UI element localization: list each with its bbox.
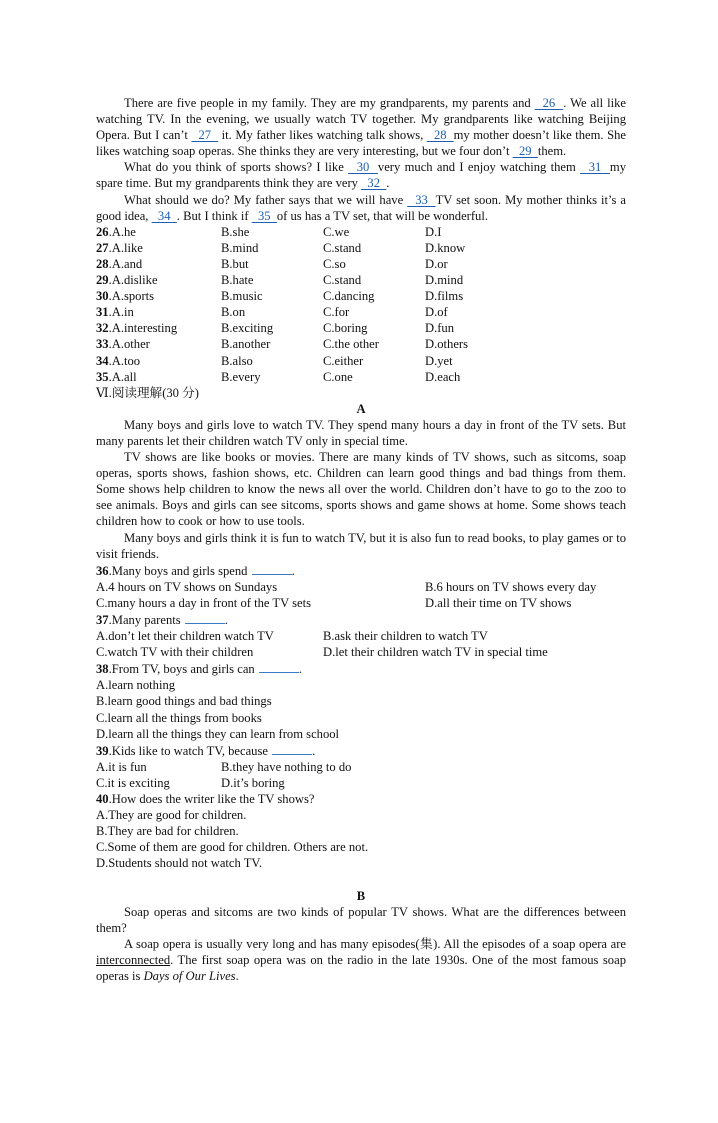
option-a [96,336,221,352]
passage-a-paragraph-3: Many boys and girls think it is fun to watch TV, but it is also fun to read books, to play games or to visit friends. [96,530,626,561]
option-b: B.exciting [221,321,274,336]
question-39-options-row-2 [96,775,626,791]
option-c: C.the other [323,337,379,352]
answer-blank [185,611,225,624]
option-d: D.I [425,224,442,239]
text: . The first soap opera was on the radio in the late 1930s. One of the most famous soap operas is [96,952,626,983]
question-number: 33 [96,337,109,352]
question-number: 30 [96,289,109,304]
option-row-29 [96,272,626,288]
option-c: C.we [323,224,350,239]
option-a-text: .A.and [108,256,143,271]
question-end: . [224,613,228,627]
option-a-text: .A.in [108,305,134,320]
text: my mother doesn’t like them. She likes watching soap operas. She thinks they are very interesting, but we four don’t [96,128,626,159]
option-a: A.don’t let their children watch TV [96,629,274,644]
option-a-text: .A.like [108,240,143,255]
question-number: 31 [96,305,109,320]
text: . We all like watching TV. In the evening, we usually watch TV together. My grandparents like watching Beijing Opera. But I can’t [96,96,627,143]
show-title: Days of Our Lives [143,968,236,983]
question-36-stem [96,562,626,579]
question-38-option-c: C.learn all the things from books [96,710,262,725]
underlined-word: interconnected [96,952,171,967]
cloze-paragraph-2 [96,159,626,191]
option-d: D.let their children watch TV in special time [323,645,548,660]
question-number: 40 [96,792,109,807]
question-37-options-row-1 [96,628,626,644]
blank-33: 33 [407,192,436,207]
option-b: B.ask their children to watch TV [323,629,488,644]
option-b: B.but [221,256,249,271]
section-heading: Ⅵ.阅读理解(30 分) [96,385,199,400]
option-c: C.it is exciting [96,775,170,790]
blank-28: 28 [426,128,454,143]
question-number: 38 [96,662,109,677]
option-a [96,304,221,320]
option-a [96,240,221,256]
passage-a-paragraph-1: Many boys and girls love to watch TV. They spend many hours a day in front of the TV sets. But many parents let their children watch TV only in special time. [96,417,626,448]
option-a-text: .A.all [108,369,137,384]
text: . But I think if [176,208,252,223]
option-row-34 [96,353,626,369]
option-d: D.know [425,240,466,255]
question-text: .Many parents [108,613,184,627]
text: them. [537,144,567,159]
blank-35: 35 [251,208,277,223]
text: . [235,968,239,983]
question-number: 37 [96,613,109,627]
option-row-31 [96,304,626,320]
question-number: 34 [96,353,109,368]
answer-blank [272,742,312,755]
option-b: B.6 hours on TV shows every day [425,579,597,594]
blank-26: 26 [534,96,564,110]
option-a [96,272,221,288]
option-b: B.music [221,289,263,304]
option-b: B.another [221,337,271,352]
option-a-text: .A.too [108,353,141,368]
option-c: C.stand [323,240,362,255]
option-d: D.mind [425,273,464,288]
option-row-27 [96,240,626,256]
option-c: C.stand [323,273,362,288]
question-text: .From TV, boys and girls can [108,662,258,677]
option-d: D.films [425,289,464,304]
question-38-option-d: D.learn all the things they can learn from school [96,726,340,741]
option-row-35 [96,369,626,385]
question-text: .How does the writer like the TV shows? [108,792,315,807]
question-text: .Kids like to watch TV, because [108,743,272,758]
passage-b-paragraph-2 [96,936,626,984]
text: What should we do? My father says that we will have [124,192,408,207]
text: There are five people in my family. They are my grandparents, my parents and [124,96,535,110]
answer-blank [259,660,299,673]
question-36-options-row-1 [96,579,626,595]
cloze-paragraph-3 [96,192,626,224]
text: it. My father likes watching talk shows, [218,128,427,143]
option-a [96,256,221,272]
question-40-option-b: B.They are bad for children. [96,824,239,839]
option-c: C.for [323,305,350,320]
question-38-option-a: A.learn nothing [96,678,176,693]
option-row-33 [96,336,626,352]
passage-b-label: B [356,888,366,903]
cloze-options [96,224,626,385]
option-c: C.so [323,256,346,271]
option-d: D.others [425,337,469,352]
question-37-options-row-2 [96,644,626,660]
option-a-text: .A.he [108,224,136,239]
option-a-text: .A.other [108,337,150,352]
option-a: A.4 hours on TV shows on Sundays [96,579,278,594]
blank-27: 27 [191,128,219,143]
text: of us has a TV set, that will be wonderful. [276,208,489,223]
option-d: D.all their time on TV shows [425,595,572,610]
text: . [386,176,390,191]
option-c: C.either [323,353,364,368]
option-a [96,353,221,369]
blank-34: 34 [151,208,177,223]
text: my spare time. But my grandparents think they are very [96,160,627,191]
question-40-option-d: D.Students should not watch TV. [96,856,263,871]
option-b: B.mind [221,240,259,255]
blank-30: 30 [348,160,378,175]
blank-29: 29 [512,144,538,159]
question-number: 35 [96,369,109,384]
question-37-stem [96,611,626,628]
question-40-option-a: A.They are good for children. [96,808,247,823]
option-b: B.on [221,305,246,320]
option-row-26 [96,224,626,240]
option-d: D.yet [425,353,453,368]
option-a-text: .A.interesting [108,321,178,336]
option-d: D.it’s boring [221,775,285,790]
option-b: B.every [221,369,261,384]
option-b: B.also [221,353,253,368]
option-a-text: .A.sports [108,289,155,304]
question-number: 36 [96,563,109,578]
question-number: 28 [96,256,109,271]
question-end: . [298,662,303,677]
text: What do you think of sports shows? I like [124,160,349,175]
option-b: B.hate [221,273,254,288]
text: A soap opera is usually very long and has many episodes(集). All the episodes of a soap opera are [124,936,626,951]
text: TV set soon. My mother thinks it’s a good idea, [96,192,627,223]
question-end: . [291,563,295,578]
option-c: C.one [323,369,353,384]
option-a [96,320,221,336]
question-40-option-c: C.Some of them are good for children. Others are not. [96,840,369,855]
question-38-option-b: B.learn good things and bad things [96,694,272,709]
question-end: . [312,743,316,758]
option-b: B.she [221,224,250,239]
option-d: D.fun [425,321,455,336]
passage-b-paragraph-1: Soap operas and sitcoms are two kinds of popular TV shows. What are the differences between them? [96,904,626,935]
text: very much and I enjoy watching them [377,160,581,175]
option-row-28 [96,256,626,272]
blank-31: 31 [580,160,610,175]
question-number: 32 [96,321,109,336]
question-number: 26 [96,224,109,239]
answer-blank [252,562,292,575]
passage-a-paragraph-2: TV shows are like books or movies. There are many kinds of TV shows, such as sitcoms, soap operas, sports shows, fashion shows, etc. Children can learn good things and bad things from them. Some shows help children to know the news all over the world. Children don’t have to go to the zoo to see animals. Boys and girls can see sitcoms, sports shows and game shows at home. Some shows teach children how to cook or how to use tools. [96,450,626,529]
option-row-30 [96,288,626,304]
question-38-stem [96,660,626,677]
option-row-32 [96,320,626,336]
worksheet-page [96,95,626,984]
spacer [96,872,626,888]
question-number: 39 [96,743,109,758]
question-number: 27 [96,240,109,255]
question-text: .Many boys and girls spend [108,563,251,578]
question-number: 29 [96,273,109,288]
option-d: D.each [425,369,461,384]
blank-32: 32 [361,176,387,191]
option-a-text: .A.dislike [108,273,158,288]
option-a: A.it is fun [96,759,147,774]
option-a [96,369,221,385]
option-d: D.or [425,256,448,271]
question-40-stem [96,791,626,807]
option-d: D.of [425,305,448,320]
passage-a-label: A [356,401,366,416]
question-39-stem [96,742,626,759]
cloze-paragraph-1 [96,95,626,159]
option-c: C.dancing [323,289,375,304]
option-c: C.many hours a day in front of the TV sets [96,595,311,610]
option-b: B.they have nothing to do [221,759,352,774]
option-a [96,224,221,240]
question-39-options-row-1 [96,759,626,775]
option-c: C.watch TV with their children [96,645,254,660]
question-36-options-row-2 [96,595,626,611]
option-a [96,288,221,304]
option-c: C.boring [323,321,368,336]
